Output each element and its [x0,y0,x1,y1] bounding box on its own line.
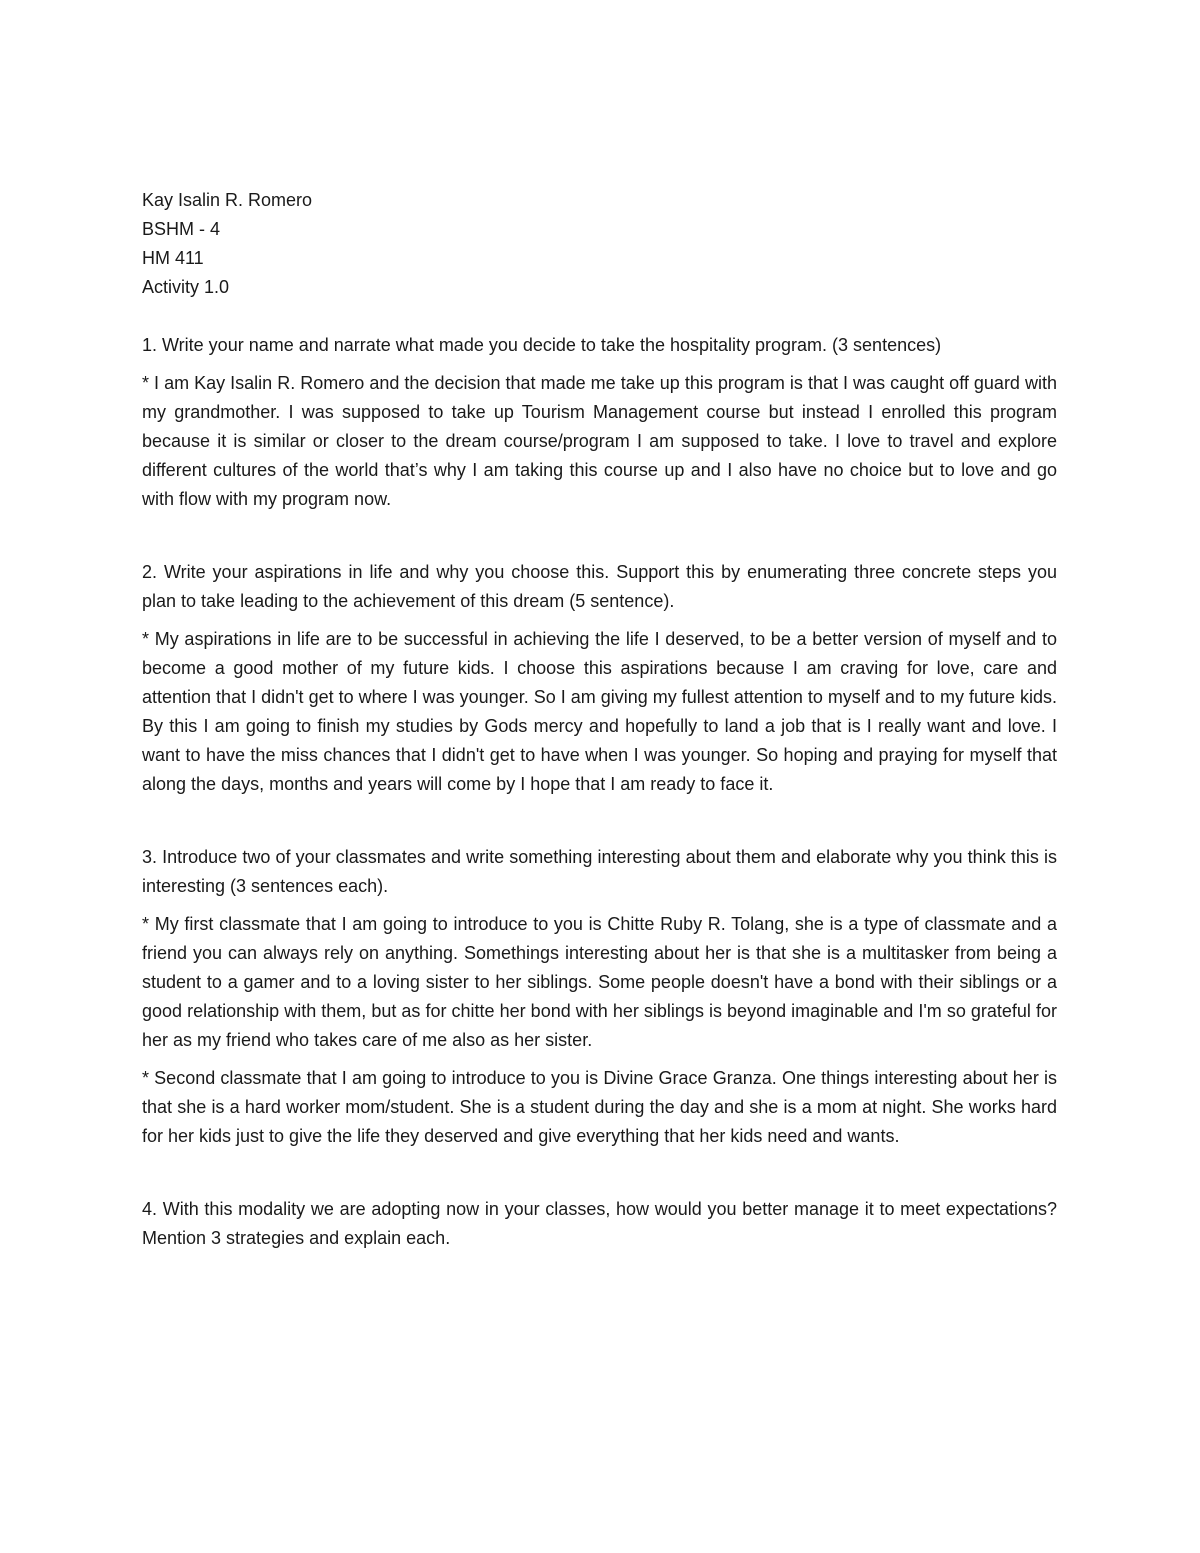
question-3-section [142,843,1057,1151]
question-4-section [142,1195,1057,1253]
answer-2: * My aspirations in life are to be successful in achieving the life I deserved, to be a better version of myself and to become a good mother of my future kids. I choose this aspirations because I am craving for love, care and attention that I didn't get to where I was younger. So I am giving my fullest attention to myself and to my future kids. By this I am going to finish my studies by Gods mercy and hopefully to land a job that is I really want and love. I want to have the miss chances that I didn't get to have when I was younger. So hoping and praying for myself that along the days, months and years will come by I hope that I am ready to face it. [142,629,1057,794]
question-2: 2. Write your aspirations in life and why you choose this. Support this by enumerating three concrete steps you plan to take leading to the achievement of this dream (5 sentence). [142,562,1057,611]
question-2-section [142,558,1057,799]
course-code: HM 411 [142,248,204,268]
student-program: BSHM - 4 [142,219,221,239]
question-3: 3. Introduce two of your classmates and write something interesting about them and elaborate why you think this is interesting (3 sentences each). [142,847,1057,896]
answer-3b: * Second classmate that I am going to introduce to you is Divine Grace Granza. One things interesting about her is that she is a hard worker mom/student. She is a student during the day and she is a mom at night. She works hard for her kids just to give the life they deserved and give everything that her kids need and wants. [142,1068,1057,1146]
answer-1: * I am Kay Isalin R. Romero and the decision that made me take up this program is that I was caught off guard with my grandmother. I was supposed to take up Tourism Management course but instead I enrolled this program because it is similar or closer to the dream course/program I am supposed to take. I love to travel and explore different cultures of the world that’s why I am taking this course up and I also have no choice but to love and go with flow with my program now. [142,373,1057,509]
activity-title: Activity 1.0 [142,277,230,297]
question-1: 1. Write your name and narrate what made you decide to take the hospitality program. (3 sentences) [142,335,942,355]
question-1-section [142,331,1057,514]
question-4: 4. With this modality we are adopting now in your classes, how would you better manage it to meet expectations? Mention 3 strategies and explain each. [142,1199,1057,1248]
student-header [142,186,1057,302]
answer-3a: * My first classmate that I am going to introduce to you is Chitte Ruby R. Tolang, she is a type of classmate and a friend you can always rely on anything. Somethings interesting about her is that she is a multitasker from being a student to a gamer and to a loving sister to her siblings. Some people doesn't have a bond with their siblings or a good relationship with them, but as for chitte her bond with her siblings is beyond imaginable and I'm so grateful for her as my friend who takes care of me also as her sister. [142,914,1057,1050]
document-body [142,186,1057,1297]
student-name: Kay Isalin R. Romero [142,190,313,210]
